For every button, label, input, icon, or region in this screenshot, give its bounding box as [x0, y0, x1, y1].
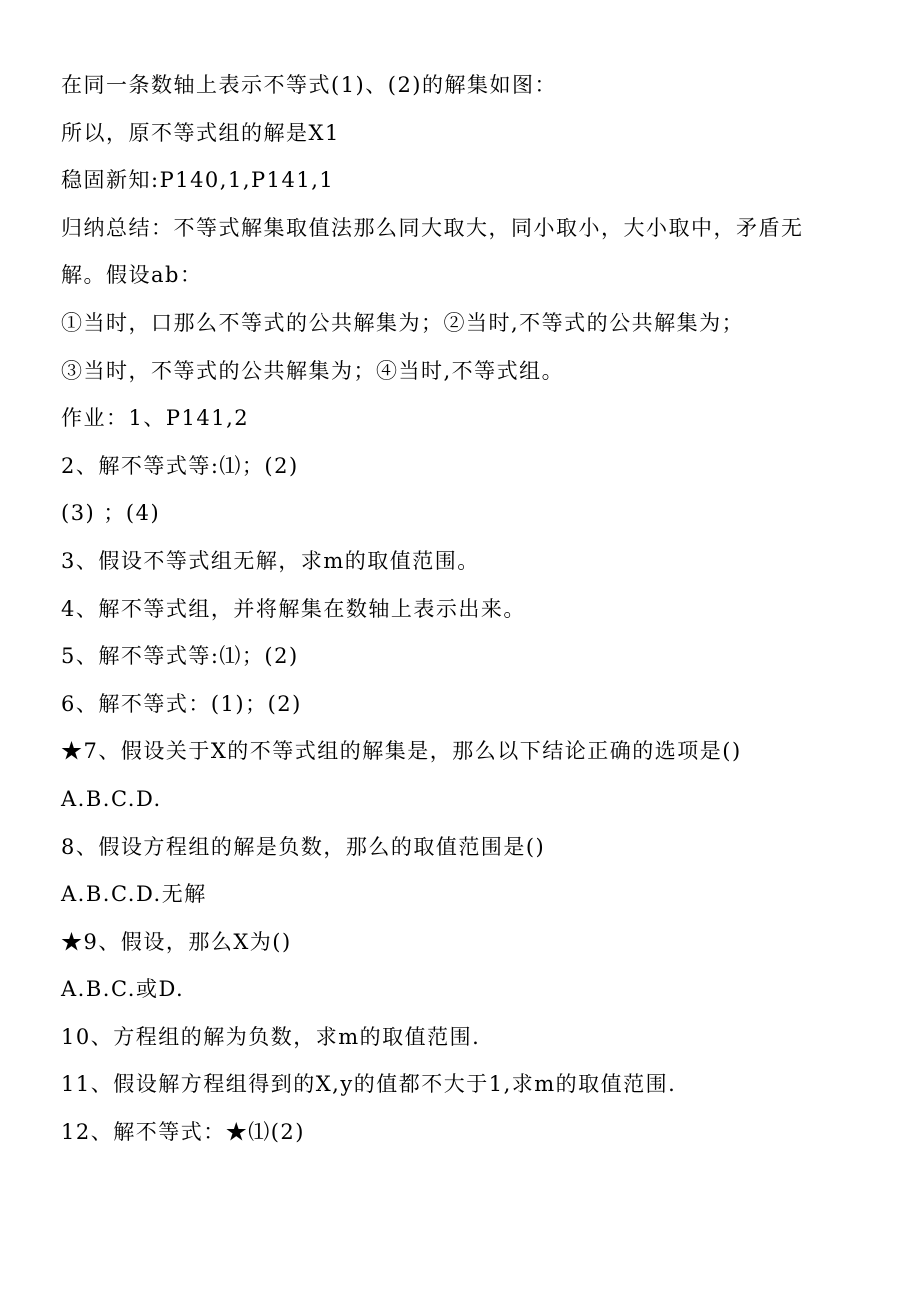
text-line: 所以，原不等式组的解是X1 [61, 120, 340, 145]
text-line: (3) ；(4) [61, 501, 161, 526]
text-line: ★7、假设关于X的不等式组的解集是，那么以下结论正确的选项是() [61, 739, 742, 764]
document-body [61, 62, 861, 1157]
text-line: 4、解不等式组，并将解集在数轴上表示出来。 [61, 596, 526, 621]
text-line: 在同一条数轴上表示不等式(1)、(2)的解集如图： [61, 73, 557, 97]
text-line: 11、假设解方程组得到的X,y的值都不大于1,求m的取值范围. [61, 1072, 677, 1097]
text-line: ★9、假设，那么X为() [61, 929, 292, 954]
text-line: A.B.C.或D. [61, 977, 185, 1002]
text-line: 稳固新知:P140,1,P141,1 [61, 168, 335, 193]
text-line: A.B.C.D.无解 [61, 882, 207, 907]
text-line: 2、解不等式等:⑴；(2) [61, 453, 299, 478]
text-line: 8、假设方程组的解是负数，那么的取值范围是() [61, 834, 546, 859]
text-line: 3、假设不等式组无解，求m的取值范围。 [61, 548, 480, 573]
text-line: ③当时，不等式的公共解集为；④当时,不等式组。 [61, 358, 565, 383]
text-line: 6、解不等式：(1)；(2) [61, 691, 302, 716]
text-line: 解。假设ab： [61, 263, 203, 288]
text-line: 10、方程组的解为负数，求m的取值范围. [61, 1024, 481, 1049]
text-line: 作业：1、P141,2 [61, 406, 250, 431]
text-line: A.B.C.D. [61, 786, 162, 811]
text-line: ①当时，口那么不等式的公共解集为；②当时,不等式的公共解集为； [61, 310, 745, 335]
text-line: 12、解不等式：★⑴(2) [61, 1120, 305, 1145]
text-line: 归纳总结：不等式解集取值法那么同大取大，同小取小，大小取中，矛盾无 [61, 215, 804, 240]
text-line: 5、解不等式等:⑴；(2) [61, 644, 299, 669]
